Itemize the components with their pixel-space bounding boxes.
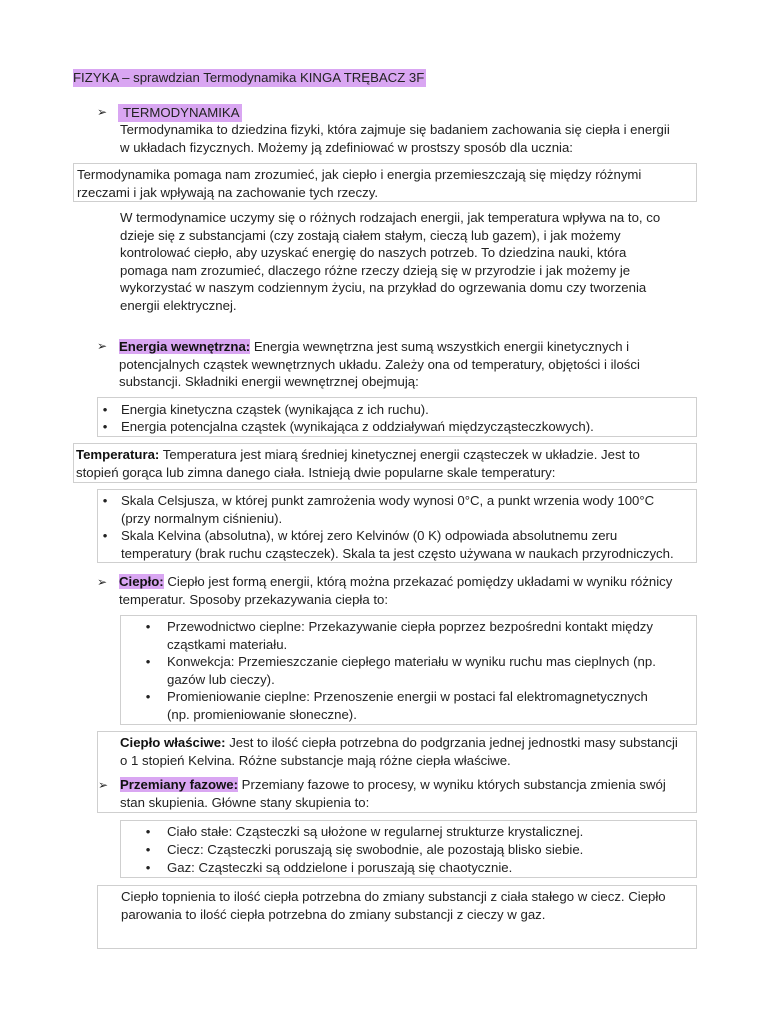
intro-paragraph: Termodynamika to dziedzina fizyki, która zajmuje się badaniem zachowania się ciepła i energii w układach fizycznych. Możemy ją zdefiniować w prostszy sposób dla ucznia: xyxy=(120,122,670,155)
bullet-icon: • xyxy=(145,860,151,875)
temperature-scales-box: • Skala Celsjusza, w której punkt zamrożenia wody wynosi 0°C, a punkt wrzenia wody 100°C (przy normalnym ciśnieniu). • Skala Kelvina (absolutna), w której zero Kelvinów (0 K) odpowiada absolutnemu zeru temperatury (brak ruchu cząsteczek). Skala ta jest często używana w naukach przyrodniczych. xyxy=(97,489,697,563)
term-heat: Ciepło: xyxy=(119,574,164,589)
arrow-bullet-icon: ➢ xyxy=(97,105,108,119)
latent-heat-box: Ciepło topnienia to ilość ciepła potrzebna do zmiany substancji z ciała stałego w ciecz. Ciepło parowania to ilość ciepła potrzebna do zmiany substancji z cieczy w gaz. xyxy=(97,885,697,949)
bullet-icon: • xyxy=(145,824,151,839)
list-item: Energia kinetyczna cząstek (wynikająca z ich ruchu). xyxy=(121,402,429,417)
arrow-bullet-icon: ➢ xyxy=(98,778,109,792)
term-specific-heat: Ciepło właściwe: xyxy=(120,735,226,750)
internal-energy-list-box xyxy=(97,397,697,437)
internal-energy-paragraph: Energia wewnętrzna: Energia wewnętrzna jest sumą wszystkich energii kinetycznych i potencjalnych cząstek wewnętrznych układu. Zależy ona od temperatury, objętości i ilości substancji. Składniki energii wewnętrznej obejmują: xyxy=(119,339,640,389)
definition-box: Termodynamika pomaga nam zrozumieć, jak ciepło i energia przemieszczają się między różnymi rzeczami i jak wpływają na zachowanie tych rzeczy. xyxy=(73,163,697,202)
bullet-icon: • xyxy=(102,419,108,434)
arrow-bullet-icon: ➢ xyxy=(97,575,108,589)
heat-paragraph: Ciepło: Ciepło jest formą energii, którą można przekazać pomiędzy układami w wyniku różnicy temperatur. Sposoby przekazywania ciepła to: xyxy=(119,574,673,607)
heat-transfer-list-box: • Przewodnictwo cieplne: Przekazywanie ciepła poprzez bezpośredni kontakt między cząstkami materiału. • Konwekcja: Przemieszczanie ciepłego materiału w wyniku ruchu mas cieplnych (np. gazów lub cieczy). • Promieniowanie cieplne: Przenoszenie energii w postaci fal elektromagnetycznych (np. promieniowanie słoneczne). xyxy=(120,615,697,725)
term-temperature: Temperatura: xyxy=(76,447,160,462)
bullet-icon: • xyxy=(102,402,108,417)
section-heading-termodynamika: TERMODYNAMIKA xyxy=(118,104,242,122)
bullet-icon: • xyxy=(102,528,108,543)
document-title: FIZYKA – sprawdzian Termodynamika KINGA TRĘBACZ 3F xyxy=(73,70,425,85)
list-item: Ciało stałe: Cząsteczki są ułożone w regularnej strukturze krystalicznej. xyxy=(167,824,584,839)
bullet-icon: • xyxy=(145,842,151,857)
bullet-icon: • xyxy=(145,654,151,669)
thermo-paragraph: W termodynamice uczymy się o różnych rodzajach energii, jak temperatura wpływa na to, co dzieje się z substancjami (czy zostają ciałem stałym, cieczą lub gazem), i jak możemy kontrolować ciepło, aby uzyskać energię do naszych potrzeb. To dziedzina nauki, która pomaga nam zrozumieć, dlaczego różne rzeczy dzieją się w przyrodzie i jak możemy je wykorzystać w naszym codziennym życiu, na przykład do ogrzewania domu czy tworzenia energii elektrycznej. xyxy=(120,210,661,313)
term-internal-energy: Energia wewnętrzna: xyxy=(119,339,251,354)
bullet-icon: • xyxy=(102,493,108,508)
bullet-icon: • xyxy=(145,689,151,704)
bullet-icon: • xyxy=(145,619,151,634)
states-of-matter-list-box xyxy=(120,820,697,878)
temperature-box: Temperatura: Temperatura jest miarą średniej kinetycznej energii cząsteczek w układzie. Jest to stopień gorąca lub zimna danego ciała. Istnieją dwie popularne skale temperatury: xyxy=(73,443,697,483)
specific-heat-box: Ciepło właściwe: Jest to ilość ciepła potrzebna do podgrzania jednej jednostki masy substancji o 1 stopień Kelvina. Różne substancje mają różne ciepła właściwe. ➢ Przemiany fazowe: Przemiany fazowe to procesy, w wyniku których substancja zmienia swój stan skupienia. Główne stany skupienia to: xyxy=(97,731,697,813)
arrow-bullet-icon: ➢ xyxy=(97,339,108,353)
list-item: Ciecz: Cząsteczki poruszają się swobodnie, ale pozostają blisko siebie. xyxy=(167,842,584,857)
list-item: Energia potencjalna cząstek (wynikająca z oddziaływań międzycząsteczkowych). xyxy=(121,419,594,434)
term-phase-transitions: Przemiany fazowe: xyxy=(120,777,238,792)
list-item: Gaz: Cząsteczki są oddzielone i poruszają się chaotycznie. xyxy=(167,860,513,875)
